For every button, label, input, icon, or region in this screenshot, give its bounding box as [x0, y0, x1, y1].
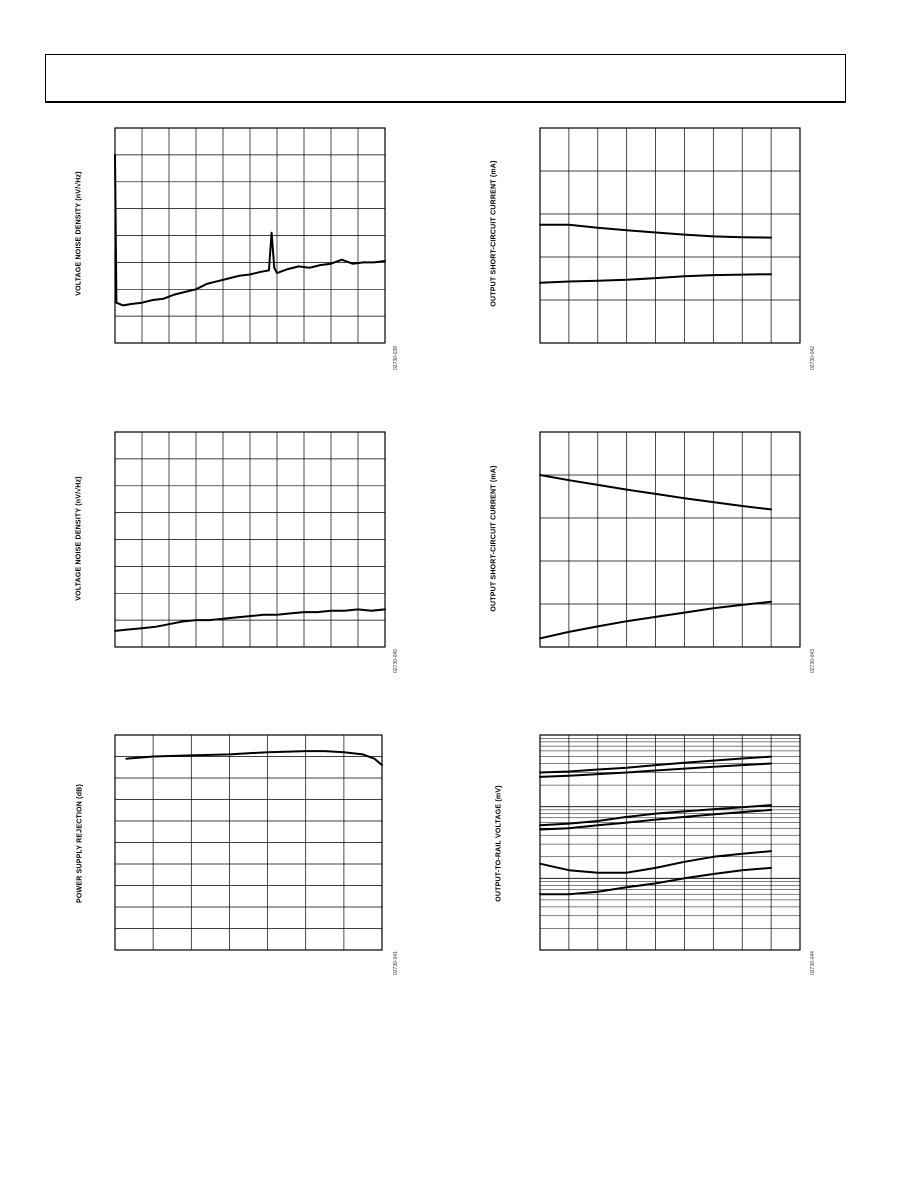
- grid: [115, 432, 385, 647]
- chart-svg: [115, 735, 382, 950]
- chart-svg: [115, 432, 385, 647]
- y-axis-label-chart-6: OUTPUT-TO-RAIL VOLTAGE (mV): [495, 785, 503, 902]
- figure-id-chart-6: 02730-044: [810, 951, 816, 975]
- y-axis-label-chart-5: POWER SUPPLY REJECTION (dB): [76, 784, 84, 903]
- chart-output-short-circuit-current-2: [540, 432, 800, 647]
- chart-voltage-noise-density-1: [115, 128, 385, 343]
- chart-power-supply-rejection: [115, 735, 382, 950]
- figure-id-chart-1: 02730-039: [393, 346, 399, 370]
- grid: [540, 735, 800, 950]
- figure-id-chart-2: 02730-042: [810, 346, 816, 370]
- chart-output-to-rail-voltage: [540, 735, 800, 950]
- grid: [540, 128, 800, 343]
- chart-svg: [540, 735, 800, 950]
- grid: [115, 128, 385, 343]
- y-axis-label-chart-4: OUTPUT SHORT-CIRCUIT CURRENT (mA): [490, 465, 498, 612]
- y-axis-label-chart-1: VOLTAGE NOISE DENSITY (nV/√Hz): [75, 171, 83, 296]
- y-axis-label-chart-2: OUTPUT SHORT-CIRCUIT CURRENT (mA): [490, 160, 498, 307]
- chart-voltage-noise-density-2: [115, 432, 385, 647]
- chart-svg: [115, 128, 385, 343]
- chart-svg: [540, 128, 800, 343]
- plot-frame: [540, 128, 800, 343]
- figure-id-chart-4: 02730-043: [810, 649, 816, 673]
- figure-id-chart-3: 02730-040: [393, 649, 399, 673]
- chart-output-short-circuit-current-1: [540, 128, 800, 343]
- page-header-frame: [45, 54, 846, 103]
- figure-id-chart-5: 02730-041: [393, 951, 399, 975]
- grid: [115, 735, 382, 950]
- plot-frame: [540, 735, 800, 950]
- y-axis-label-chart-3: VOLTAGE NOISE DENSITY (nV/√Hz): [75, 476, 83, 601]
- chart-svg: [540, 432, 800, 647]
